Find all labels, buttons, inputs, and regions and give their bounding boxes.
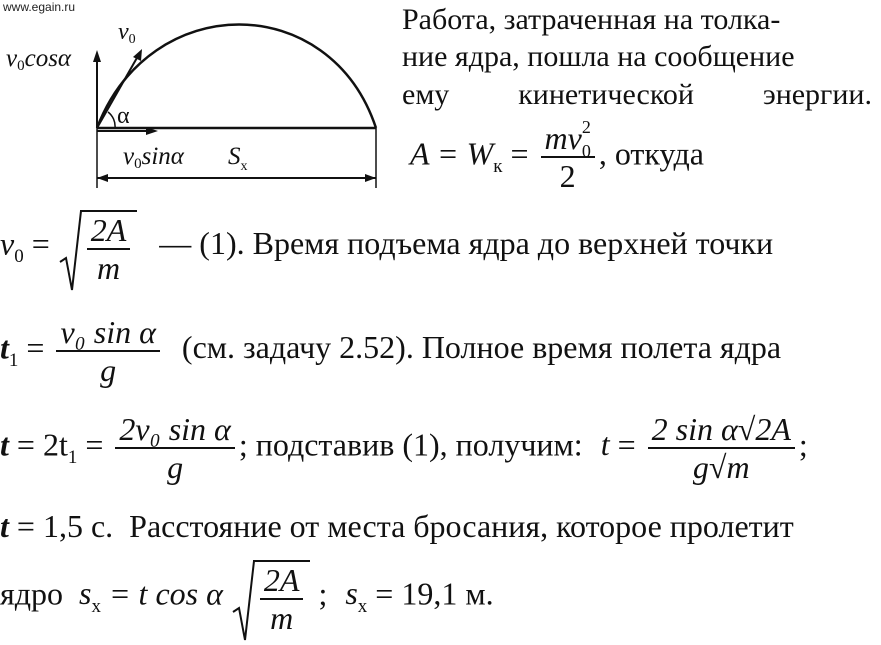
label-v0cos: v0cosα [6, 45, 72, 74]
equation-energy: $A = W_к$ = mv 2 0 2 , откуда [410, 117, 704, 194]
equation-v0: $v_0$ = $\frac{2A}{m}$ — (1). Время подъема ядра до верхней точки [0, 210, 773, 284]
label-sx: $S_x$ [228, 143, 248, 174]
equation-t1: $t_1$ = $\frac{\text{v₀ sin α}}{g}$ (см. задачу 2.52). Полное время полета ядра [0, 314, 782, 388]
label-v0sin: v0sinα [123, 143, 184, 172]
intro-line-2: ние ядра, пошла на сообщение [402, 40, 795, 73]
watermark-text: www.egain.ru [3, 0, 76, 14]
intro-line-1: Работа, затраченная на толка- [402, 3, 781, 36]
trajectory-arc [97, 25, 376, 129]
result-time-line: t = 1,5 с. Расстояние от места бросания, которое пролетит [0, 508, 794, 544]
intro-line-3: ему кинетической энергии. [402, 78, 872, 111]
equation-t-total: $t = 2t_1$ = $\frac{\text{2v₀ sin α}}{g}$ ; подставив (1), получим: t = $\frac{\text{2 sin α√2A}}{g√m}$ ; [0, 411, 808, 485]
result-distance-line: ядро $s_x = t$ cos α $\frac{2A}{m}$ ; $s_x = 19,1$ м. [0, 560, 494, 634]
label-v0: v0 [118, 19, 136, 47]
label-alpha: α [117, 103, 130, 129]
trajectory-diagram [0, 0, 400, 200]
